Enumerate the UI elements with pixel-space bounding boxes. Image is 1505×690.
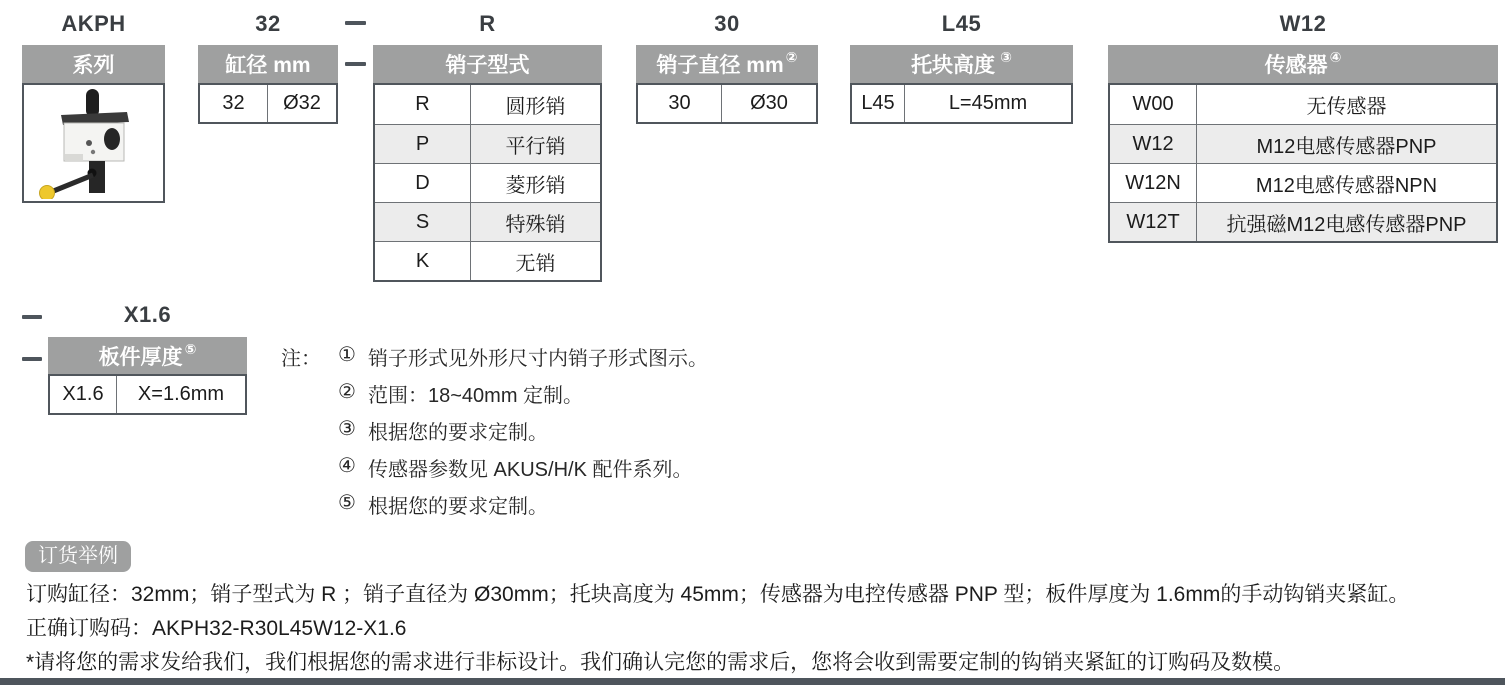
code-segment-sensor: W12	[1279, 11, 1327, 36]
dash-separator-header-row	[345, 62, 366, 66]
block-height-header-label: 托块高度	[911, 54, 996, 77]
note-number: ④	[338, 455, 356, 477]
table-row	[375, 85, 600, 124]
note-text: 范围：18~40mm 定制。	[368, 385, 584, 407]
bore-header-label: 缸径 mm	[225, 54, 311, 77]
plate-thickness-desc-cell: X=1.6mm	[137, 383, 225, 405]
code-segment-plate-thickness: X1.6	[123, 302, 172, 327]
code-segment-block-height: L45	[941, 11, 982, 36]
block-height-desc-cell: L=45mm	[948, 92, 1028, 114]
table-row	[375, 124, 600, 163]
block-height-table-header: 托块高度 ③	[850, 45, 1073, 83]
sensor-desc-cell: 抗强磁M12电感传感器PNP	[1226, 213, 1467, 236]
table-row	[375, 163, 600, 202]
note-item	[338, 342, 708, 379]
order-example-footnote: *请将您的需求发给我们，我们根据您的需求进行非标设计。我们确认完您的需求后，您将会收到需要定制的钩销夹紧缸的订购码及数模。	[26, 651, 1295, 674]
pin-type-desc-cell: 特殊销	[505, 213, 566, 236]
pin-type-desc-cell: 平行销	[505, 135, 566, 158]
pin-type-code-cell: S	[375, 203, 471, 241]
order-example-description: 订购缸径：32mm；销子型式为 R ；销子直径为 Ø30mm；托块高度为 45mm；传感器为电控传感器 PNP 型；板件厚度为 1.6mm的手动钩销夹紧缸。	[26, 583, 1410, 606]
plate-thickness-table-header: 板件厚度 ⑤	[48, 337, 247, 374]
note-number: ③	[338, 418, 356, 440]
bore-table	[198, 45, 338, 124]
sensor-code-cell: W12	[1110, 125, 1197, 163]
clamp-cylinder-illustration	[31, 87, 156, 199]
block-height-code-cell: L45	[852, 85, 905, 122]
sensor-code-cell: W00	[1110, 85, 1197, 124]
sensor-table	[1108, 45, 1498, 243]
sensor-header-label: 传感器	[1264, 54, 1328, 77]
note-item	[338, 453, 708, 490]
plate-thickness-code-cell: X1.6	[50, 376, 117, 413]
code-segment-pin-diameter: 30	[714, 11, 740, 36]
table-row	[375, 202, 600, 241]
bore-table-header	[198, 45, 338, 83]
table-row	[50, 376, 245, 413]
pin-type-desc-cell: 无销	[515, 252, 556, 275]
pin-type-code-cell: K	[375, 242, 471, 280]
product-photo	[24, 85, 163, 201]
note-number: ⑤	[338, 492, 356, 514]
code-segment-pin-type: R	[479, 11, 496, 36]
table-row	[375, 241, 600, 280]
plate-thickness-header-label: 板件厚度	[98, 345, 183, 369]
note-text: 根据您的要求定制。	[368, 496, 548, 518]
pin-type-table	[373, 45, 602, 282]
note-number: ②	[338, 381, 356, 403]
table-row	[1110, 163, 1496, 202]
table-row	[852, 85, 1071, 122]
sensor-code-cell: W12T	[1110, 203, 1197, 241]
dash-separator-plate-code	[22, 315, 42, 319]
sensor-code-cell: W12N	[1110, 164, 1197, 202]
pin-type-header-label: 销子型式	[445, 54, 530, 77]
order-example-code: 正确订购码：AKPH32-R30L45W12-X1.6	[26, 617, 407, 640]
dash-separator-plate-header	[22, 357, 42, 361]
note-item	[338, 416, 708, 453]
pin-type-desc-cell: 菱形销	[505, 174, 566, 197]
pin-type-desc-cell: 圆形销	[505, 96, 566, 118]
series-table	[22, 45, 165, 203]
pin-diameter-table	[636, 45, 818, 124]
sensor-desc-cell: 无传感器	[1306, 96, 1387, 118]
table-row	[638, 85, 816, 122]
series-header-label: 系列	[72, 54, 115, 77]
page-bottom-rule	[0, 678, 1505, 685]
series-table-header	[22, 45, 165, 83]
plate-thickness-table	[48, 337, 247, 415]
block-height-table	[850, 45, 1073, 124]
sensor-desc-cell: M12电感传感器NPN	[1255, 174, 1438, 197]
code-segment-series: AKPH	[61, 11, 126, 36]
dash-separator-code-row	[345, 21, 366, 25]
bore-desc-cell: Ø32	[283, 92, 321, 114]
table-row	[1110, 202, 1496, 241]
table-row	[1110, 124, 1496, 163]
order-example-badge: 订货举例	[25, 541, 131, 572]
sensor-desc-cell: M12电感传感器PNP	[1256, 135, 1437, 158]
pin-type-code-cell: P	[375, 125, 471, 163]
notes-block	[281, 342, 708, 527]
table-row	[200, 85, 336, 122]
pin-diameter-code-cell: 30	[638, 85, 722, 122]
pin-type-code-cell: R	[375, 85, 471, 124]
note-text: 传感器参数见 AKUS/H/K 配件系列。	[368, 459, 693, 481]
table-row	[1110, 85, 1496, 124]
pin-diameter-header-label: 销子直径 mm	[656, 54, 784, 77]
sensor-table-header: 传感器 ④	[1108, 45, 1498, 83]
notes-list	[338, 342, 708, 527]
note-text: 销子形式见外形尺寸内销子形式图示。	[368, 348, 708, 370]
note-number: ①	[338, 344, 356, 366]
pin-type-table-header	[373, 45, 602, 83]
pin-diameter-table-header: 销子直径 mm ②	[636, 45, 818, 83]
note-item	[338, 379, 708, 416]
note-item	[338, 490, 708, 527]
notes-label: 注：	[281, 348, 321, 370]
pin-type-code-cell: D	[375, 164, 471, 202]
note-text: 根据您的要求定制。	[368, 422, 548, 444]
pin-diameter-desc-cell: Ø30	[750, 92, 788, 114]
bore-code-cell: 32	[200, 85, 268, 122]
code-segment-bore: 32	[255, 11, 281, 36]
